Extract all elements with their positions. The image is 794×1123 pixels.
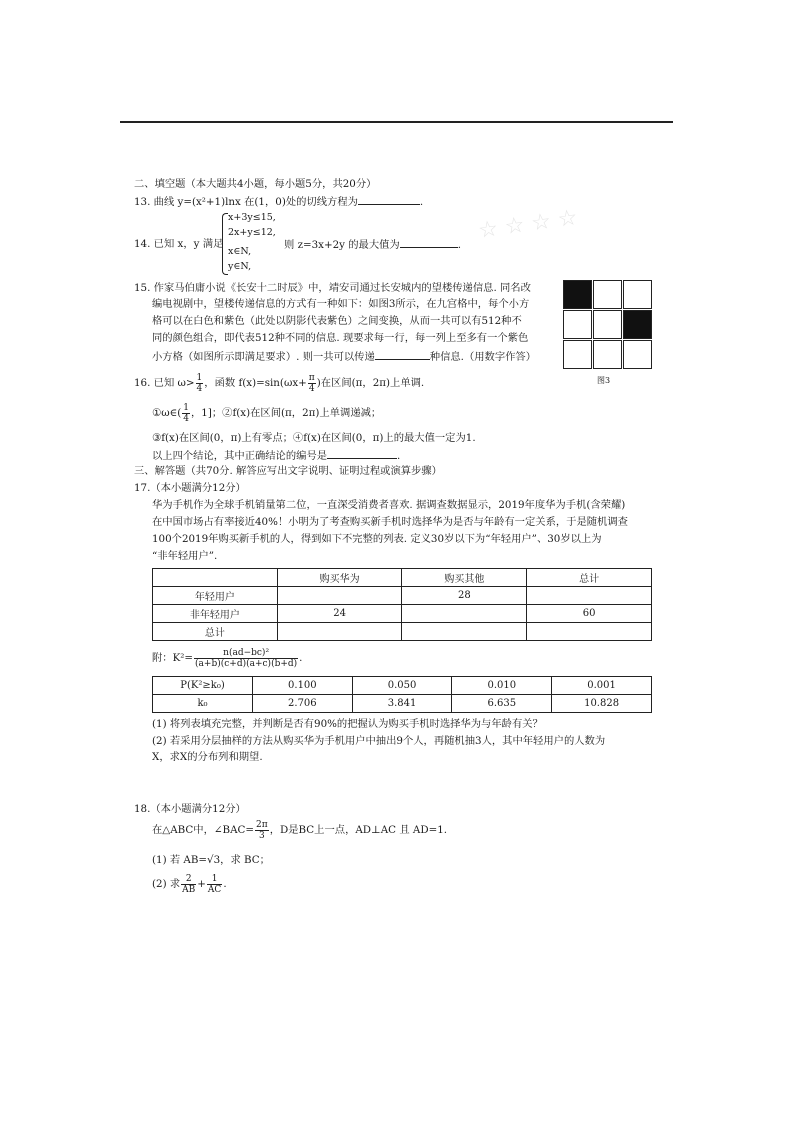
question-15-line3: 格可以在白色和紫色（此处以阴影代表紫色）之间变换，从而一共可以有512种不 bbox=[152, 315, 522, 327]
figure-caption: 图3 bbox=[597, 376, 611, 385]
table-cell: 24 bbox=[277, 605, 402, 623]
table-cell: 总计 bbox=[153, 623, 278, 641]
question-17-sub2: (2) 若采用分层抽样的方法从购买华为手机用户中抽出9个人，再随机抽3人，其中年轻用户的人数为 bbox=[152, 735, 606, 747]
table-cell bbox=[277, 587, 402, 605]
grid-cell bbox=[623, 310, 652, 339]
table-row bbox=[153, 623, 652, 641]
table-cell: 总计 bbox=[527, 569, 652, 587]
grid-cell bbox=[623, 280, 652, 309]
question-17-sub1: (1) 将列表填充完整，并判断是否有90%的把握认为购买手机时选择华为与年龄有关？ bbox=[152, 718, 543, 730]
watermark: ☆ ☆ ☆ ☆ bbox=[476, 205, 580, 244]
constraint-1: x+3y≤15, bbox=[228, 212, 276, 223]
question-16: 16. 已知 ω> $\frac{1}{4}$ ，函数 f(x)=sin(ωx+ $\frac{\pi}{4}$ )在区间(π，2π)上单调. bbox=[134, 372, 425, 394]
table-row bbox=[153, 605, 652, 623]
table-cell: 28 bbox=[402, 587, 527, 605]
question-17-title: 17.（本小题满分12分） bbox=[134, 482, 246, 494]
table-cell bbox=[402, 623, 527, 641]
question-15-line4: 同的颜色组合，即代表512种不同的信息. 现要求每一行，每一列上至多有一个紫色 bbox=[152, 332, 529, 344]
question-14-ask: 则 z=3x+2y 的最大值为 . bbox=[284, 239, 462, 251]
table-cell bbox=[153, 569, 278, 587]
table-cell bbox=[277, 623, 402, 641]
table-cell bbox=[527, 587, 652, 605]
table-cell: 0.010 bbox=[452, 677, 552, 695]
table-cell: 非年轻用户 bbox=[153, 605, 278, 623]
table-cell: 0.050 bbox=[352, 677, 452, 695]
question-16-option1: ①ω∈( $\frac{1}{4}$ ，1]；②f(x)在区间(π，2π)上单调递减； bbox=[152, 402, 382, 424]
grid-cell bbox=[593, 340, 622, 369]
constraint-3: x∈N, bbox=[228, 246, 252, 257]
question-17-para2: 在中国市场占有率接近40%！小明为了考查购买新手机时选择华为是否与年龄有一定关系，于是随机调查 bbox=[152, 516, 628, 528]
table-cell: 购买华为 bbox=[277, 569, 402, 587]
table-cell: P(K²≥k₀) bbox=[153, 677, 253, 695]
constraint-2: 2x+y≤12, bbox=[228, 227, 276, 238]
question-15-line1: 15. 作家马伯庸小说《长安十二时辰》中，靖安司通过长安城内的望楼传递信息. 同名改 bbox=[134, 282, 531, 294]
contingency-table bbox=[152, 568, 652, 641]
nine-grid-figure bbox=[563, 280, 653, 370]
table-row bbox=[153, 587, 652, 605]
table-cell: k₀ bbox=[153, 695, 253, 713]
question-14-lead: 14. 已知 x，y 满足 bbox=[134, 238, 224, 250]
table-cell bbox=[402, 605, 527, 623]
table-row bbox=[153, 695, 652, 713]
table-cell: 10.828 bbox=[552, 695, 652, 713]
table-row bbox=[153, 677, 652, 695]
constraint-4: y∈N, bbox=[228, 261, 252, 272]
table-cell: 年轻用户 bbox=[153, 587, 278, 605]
question-18-sub1: (1) 若 AB=√3，求 BC； bbox=[152, 854, 270, 866]
section3-header: 三、解答题（共70分. 解答应写出文字说明、证明过程或演算步骤） bbox=[134, 465, 442, 477]
k-squared-formula: 附：K²= $\frac{\text{n(ad−bc)²}}{(a+b)(c+d)(a+c)(b+d)}$ . bbox=[152, 647, 303, 669]
grid-cell bbox=[593, 310, 622, 339]
critical-value-table bbox=[152, 676, 652, 713]
question-18-stem: 在△ABC中，∠BAC= $\frac{2\pi}{3}$ ，D是BC上一点，AD⊥AC 且 AD=1. bbox=[152, 819, 448, 841]
question-18-sub2: (2) 求 $\frac{2}{AB}$ + $\frac{1}{AC}$ . bbox=[152, 873, 227, 895]
question-17-para1: 华为手机作为全球手机销量第二位，一直深受消费者喜欢. 据调查数据显示，2019年度华为手机(含荣耀) bbox=[152, 499, 626, 511]
grid-cell bbox=[623, 340, 652, 369]
question-16-ask: 以上四个结论，其中正确结论的编号是 . bbox=[152, 450, 401, 462]
grid-cell bbox=[593, 280, 622, 309]
top-rule bbox=[120, 121, 673, 123]
question-16-option2: ③f(x)在区间(0，π)上有零点；④f(x)在区间(0，π)上的最大值一定为1. bbox=[152, 432, 476, 444]
table-cell: 60 bbox=[527, 605, 652, 623]
question-17-para4: “非年轻用户”. bbox=[152, 550, 218, 562]
grid-cell bbox=[563, 340, 592, 369]
question-18-title: 18.（本小题满分12分） bbox=[134, 803, 246, 815]
question-15-line2: 编电视剧中，望楼传递信息的方式有一种如下：如图3所示，在九宫格中，每个小方 bbox=[152, 298, 530, 310]
section2-header: 二、填空题（本大题共4小题，每小题5分，共20分） bbox=[134, 178, 377, 190]
table-row bbox=[153, 569, 652, 587]
table-cell: 6.635 bbox=[452, 695, 552, 713]
question-17-para3: 100个2019年购买新手机的人，得到如下不完整的列表. 定义30岁以下为“年轻用户”、30岁以上为 bbox=[152, 533, 602, 545]
table-cell: 0.100 bbox=[253, 677, 353, 695]
question-13: 13. 曲线 y=(x²+1)lnx 在(1，0)处的切线方程为 . bbox=[134, 196, 424, 208]
table-cell: 3.841 bbox=[352, 695, 452, 713]
grid-cell bbox=[563, 310, 592, 339]
table-cell: 0.001 bbox=[552, 677, 652, 695]
question-17-sub2-cont: X，求X的分布列和期望. bbox=[152, 751, 263, 763]
question-15-line5: 小方格（如图所示即满足要求）. 则一共可以传递 种信息.（用数字作答） bbox=[152, 351, 537, 363]
table-cell bbox=[527, 623, 652, 641]
table-cell: 购买其他 bbox=[402, 569, 527, 587]
grid-cell bbox=[563, 280, 592, 309]
table-cell: 2.706 bbox=[253, 695, 353, 713]
